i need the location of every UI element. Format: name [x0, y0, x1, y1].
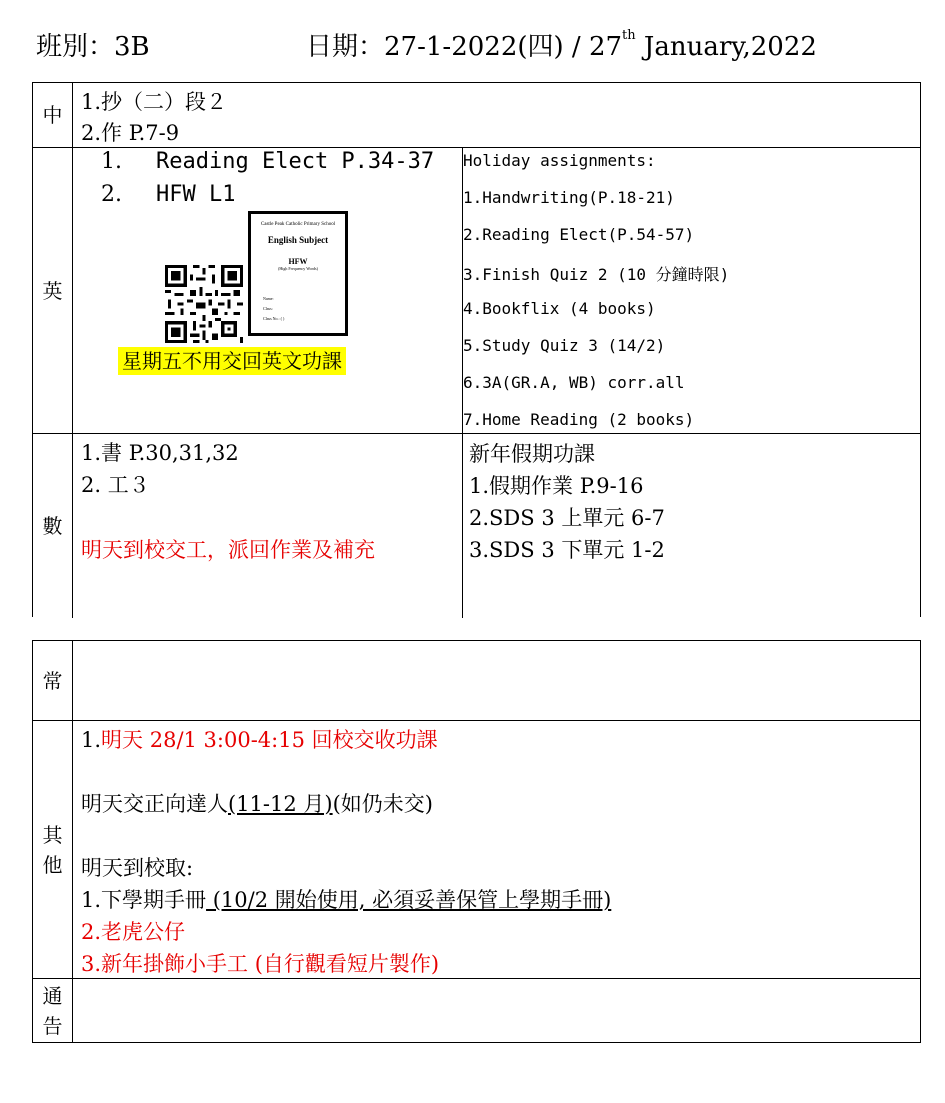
math-left-cell	[73, 434, 463, 618]
row-notice	[33, 979, 920, 1042]
subject-chinese: 中	[33, 83, 73, 147]
math-right-cell	[463, 434, 920, 618]
row-english	[33, 148, 920, 434]
others-line-2: 明天交正向達人(11-12 月)(如仍未交)	[81, 792, 433, 816]
holiday-item: 6.3A(GR.A, WB) corr.all	[463, 373, 685, 392]
subject-english: 英	[33, 148, 73, 433]
others-line-1: 1.明天 28/1 3:00-4:15 回校交收功課	[81, 728, 438, 752]
holiday-item: 5.Study Quiz 3 (14/2)	[463, 336, 666, 355]
homework-table-2	[32, 640, 921, 1043]
math-holiday-item: 3.SDS 3 下單元 1-2	[469, 538, 665, 562]
math-red-note: 明天到校交工，派回作業及補充	[81, 538, 375, 562]
math-line-1: 1.書 P.30,31,32	[81, 441, 239, 465]
english-left-cell	[73, 148, 463, 433]
page-header	[36, 26, 916, 66]
homework-table-1	[32, 82, 921, 617]
row-others	[33, 721, 920, 979]
holiday-item: 7.Home Reading (2 books)	[463, 410, 695, 429]
others-line-3: 明天到校取:	[81, 856, 194, 880]
row-math	[33, 434, 920, 618]
english-highlight-note: 星期五不用交回英文功課	[118, 347, 346, 375]
qr-code-image	[165, 265, 243, 343]
holiday-title: Holiday assignments:	[463, 151, 656, 170]
english-item-1: 1. Reading Elect P.34-37	[101, 149, 435, 174]
holiday-item: 1.Handwriting(P.18-21)	[463, 188, 675, 207]
subject-notice: 通 告	[33, 979, 73, 1042]
math-holiday-item: 1.假期作業 P.9-16	[469, 474, 644, 498]
english-item-2: 2. HFW L1	[101, 182, 236, 207]
english-right-cell	[463, 148, 920, 433]
holiday-item: 3.Finish Quiz 2 (10 分鐘時限)	[463, 265, 730, 284]
math-holiday-item: 2.SDS 3 上單元 6-7	[469, 506, 665, 530]
others-line-6: 3.新年掛飾小手工 (自行觀看短片製作)	[81, 952, 440, 976]
subject-math: 數	[33, 434, 73, 618]
row-general-studies	[33, 641, 920, 721]
chinese-line-2: 2.作 P.7-9	[81, 121, 180, 145]
date-label: 日期：27-1-2022(四) / 27th January,2022	[306, 28, 817, 62]
subject-others: 其 他	[33, 721, 73, 978]
subject-general-studies: 常	[33, 641, 73, 720]
holiday-item: 2.Reading Elect(P.54-57)	[463, 225, 695, 244]
math-line-2: 2. 工３	[81, 473, 150, 497]
booklet-cover-image: Castle Peak Catholic Primary School English Subject HFW (High Frequency Words) Name: Class: Class No.: ( )	[248, 211, 348, 336]
holiday-item: 4.Bookflix (4 books)	[463, 299, 656, 318]
class-label: 班別：3B	[36, 32, 150, 62]
math-holiday-title: 新年假期功課	[469, 442, 595, 466]
row-chinese	[33, 83, 920, 148]
others-line-5: 2.老虎公仔	[81, 920, 186, 944]
chinese-line-1: 1.抄（二）段２	[81, 90, 228, 114]
others-line-4: 1.下學期手冊 (10/2 開始使用, 必須妥善保管上學期手冊)	[81, 888, 612, 912]
